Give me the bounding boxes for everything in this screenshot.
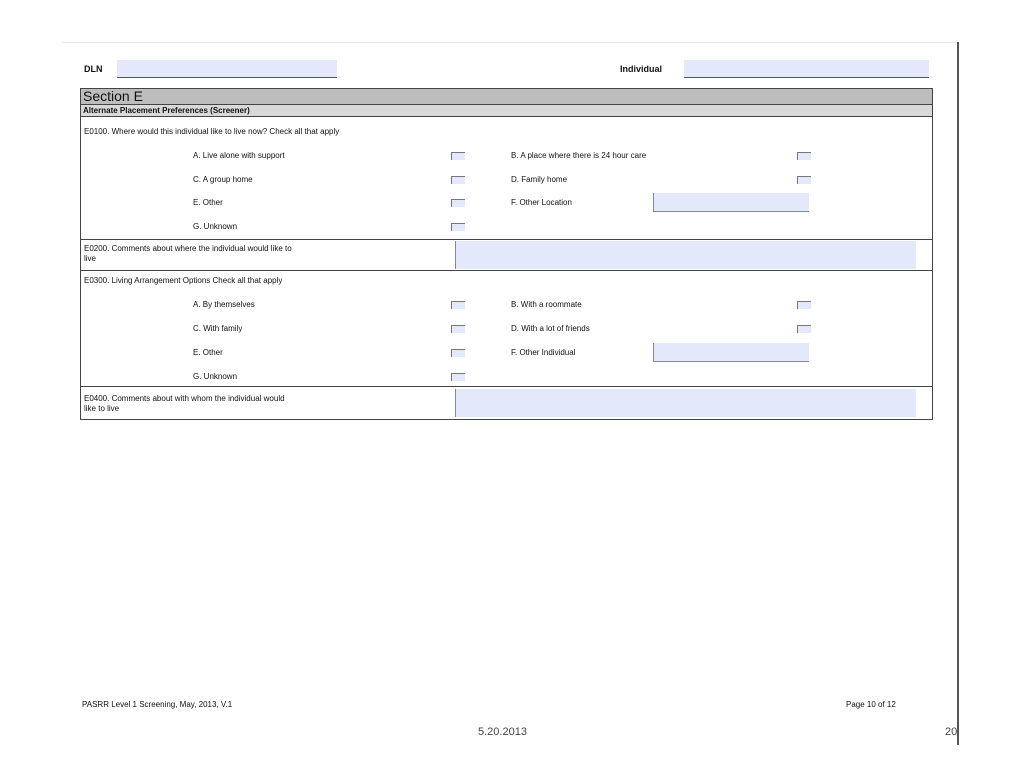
e0200-label-line1: E0200. Comments about where the individual would like to bbox=[84, 244, 292, 253]
e0300-option-e-label: E. Other bbox=[193, 348, 223, 357]
slide-date: 5.20.2013 bbox=[478, 726, 527, 738]
e0100-option-c-checkbox[interactable] bbox=[451, 176, 465, 184]
e0100-option-a-label: A. Live alone with support bbox=[193, 151, 285, 160]
e0100-option-g-label: G. Unknown bbox=[193, 222, 238, 231]
e0300-other-individual-field[interactable] bbox=[653, 343, 809, 362]
e0100-option-d-label: D. Family home bbox=[511, 175, 568, 184]
dln-field[interactable] bbox=[117, 60, 337, 78]
page-right-border bbox=[957, 42, 959, 745]
e0300-option-a-label: A. By themselves bbox=[193, 300, 255, 309]
dln-label: DLN bbox=[84, 64, 103, 74]
section-subtitle: Alternate Placement Preferences (Screener) bbox=[81, 105, 932, 117]
e0100-option-c-label: C. A group home bbox=[193, 175, 253, 184]
e0100-option-e-label: E. Other bbox=[193, 198, 223, 207]
e0300-option-f-label: F. Other Individual bbox=[511, 348, 576, 357]
e0300-option-b-label: B. With a roommate bbox=[511, 300, 582, 309]
e0100-option-e-checkbox[interactable] bbox=[451, 199, 465, 207]
e0400-label-line1: E0400. Comments about with whom the individual would bbox=[84, 394, 285, 403]
individual-label: Individual bbox=[620, 64, 663, 74]
page-top-border bbox=[62, 42, 957, 43]
row-separator bbox=[81, 270, 932, 271]
e0300-option-g-label: G. Unknown bbox=[193, 372, 238, 381]
e0300-option-c-checkbox[interactable] bbox=[451, 325, 465, 333]
e0300-option-c-label: C. With family bbox=[193, 324, 243, 333]
e0100-option-b-checkbox[interactable] bbox=[797, 152, 811, 160]
e0300-option-a-checkbox[interactable] bbox=[451, 301, 465, 309]
e0400-label-line2: like to live bbox=[84, 404, 120, 413]
row-separator bbox=[81, 386, 932, 387]
section-title: Section E bbox=[81, 89, 932, 105]
section-e-form bbox=[80, 88, 933, 420]
slide-number: 20 bbox=[945, 726, 958, 738]
e0100-other-location-field[interactable] bbox=[653, 193, 809, 212]
e0200-label-line2: live bbox=[84, 254, 97, 263]
e0100-option-g-checkbox[interactable] bbox=[451, 223, 465, 231]
e0100-option-d-checkbox[interactable] bbox=[797, 176, 811, 184]
e0400-comments-field[interactable] bbox=[455, 389, 916, 417]
e0300-option-g-checkbox[interactable] bbox=[451, 373, 465, 381]
e0300-option-d-checkbox[interactable] bbox=[797, 325, 811, 333]
e0200-comments-field[interactable] bbox=[455, 241, 916, 269]
individual-field[interactable] bbox=[684, 60, 929, 78]
e0300-question: E0300. Living Arrangement Options Check all that apply bbox=[84, 276, 283, 285]
footer-page-number: Page 10 of 12 bbox=[846, 700, 896, 709]
e0100-option-f-label: F. Other Location bbox=[511, 198, 572, 207]
e0300-option-d-label: D. With a lot of friends bbox=[511, 324, 590, 333]
row-separator bbox=[81, 239, 932, 240]
e0300-option-b-checkbox[interactable] bbox=[797, 301, 811, 309]
e0100-question: E0100. Where would this individual like to live now? Check all that apply bbox=[84, 127, 340, 136]
e0300-option-e-checkbox[interactable] bbox=[451, 349, 465, 357]
footer-form-version: PASRR Level 1 Screening, May, 2013, V.1 bbox=[82, 700, 233, 709]
e0100-option-a-checkbox[interactable] bbox=[451, 152, 465, 160]
e0100-option-b-label: B. A place where there is 24 hour care bbox=[511, 151, 647, 160]
